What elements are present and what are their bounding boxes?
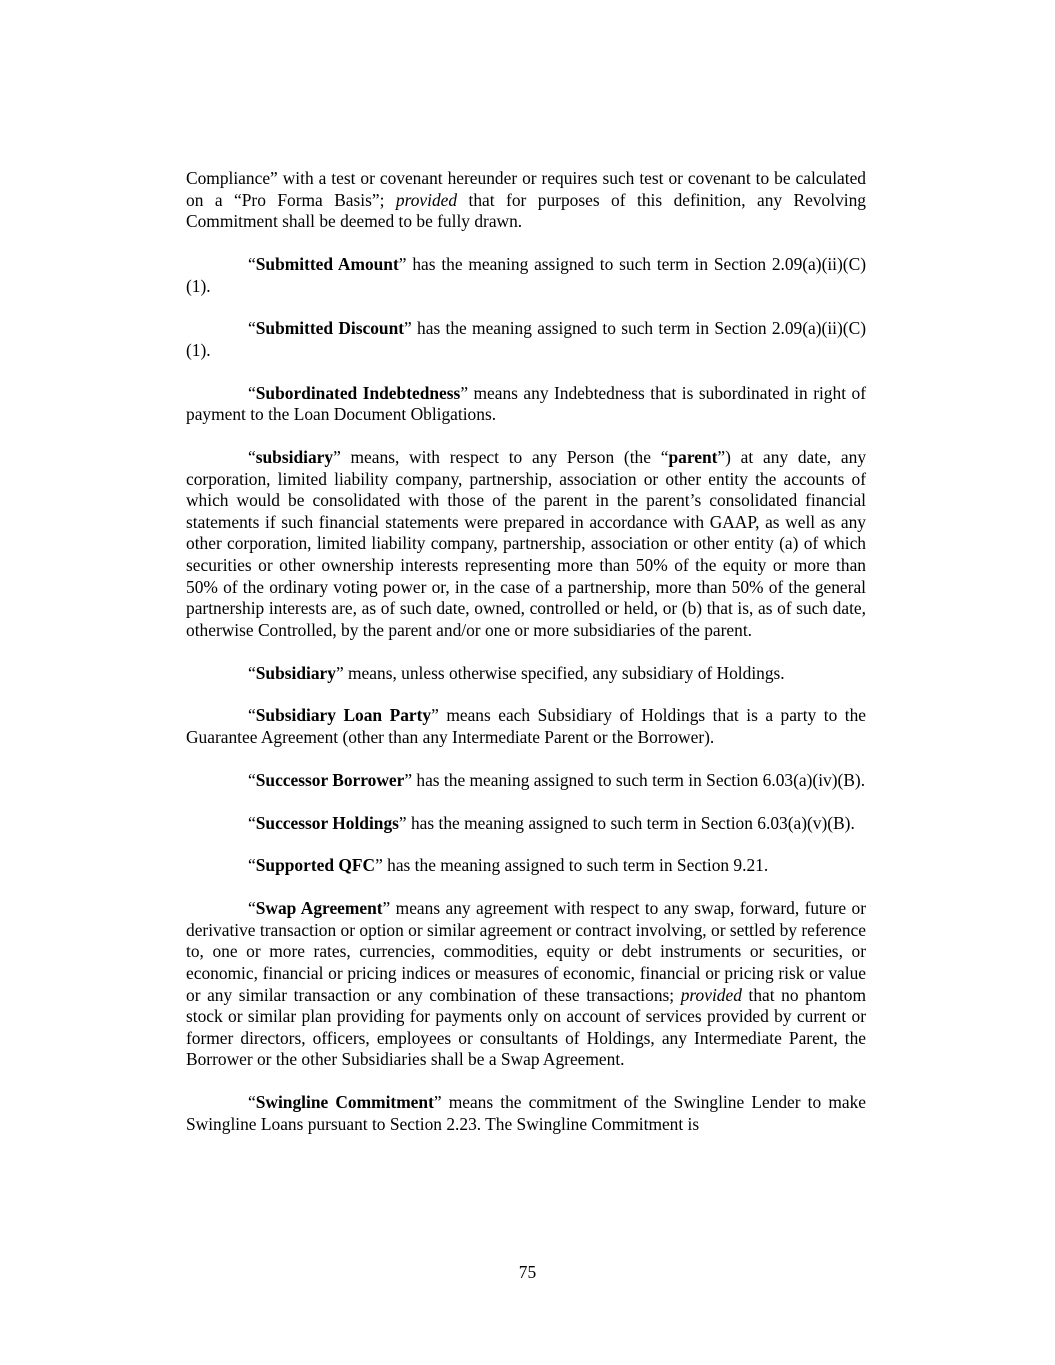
paragraph-text: ” means any Indebtedness that is subordinated in right of payment to the Loan Document Obligations. xyxy=(186,382,866,425)
paragraph-text: ” means any agreement with respect to any swap, forward, future or derivative transaction or option or similar agreement or contract involving, or settled by reference to, one or more rates, currencies, commodities, equity or debt instruments or securities, or economic, financial or pricing indices or measures of economic, financial or pricing risk or value or any similar transaction or any combination of these transactions; xyxy=(186,898,866,1005)
definition-paragraph xyxy=(186,318,866,361)
defined-term: Subordinated Indebtedness xyxy=(255,382,461,403)
definition-paragraph xyxy=(186,254,866,297)
defined-term: Successor Borrower xyxy=(255,769,405,790)
paragraph-text: ” means, unless otherwise specified, any subsidiary of Holdings. xyxy=(335,662,785,683)
definition-paragraph xyxy=(186,447,866,641)
definition-paragraph xyxy=(186,898,866,1071)
paragraph-text: ” has the meaning assigned to such term in Section 2.09(a)(ii)(C)(1). xyxy=(186,253,866,296)
defined-term: Submitted Amount xyxy=(255,253,399,274)
defined-term: Submitted Discount xyxy=(255,318,405,339)
paragraph-text: that no phantom stock or similar plan providing for payments only on account of services provided by current or former directors, officers, employees or consultants of Holdings, any Intermediate Parent, the Borrower or the other Subsidiaries shall be a Swap Agreement. xyxy=(186,984,866,1070)
defined-term: Swingline Commitment xyxy=(255,1092,434,1113)
definition-paragraph xyxy=(186,383,866,426)
paragraph-text: “ xyxy=(248,253,256,274)
paragraph-text: ” means the commitment of the Swingline Lender to make Swingline Loans pursuant to Section 2.23. The Swingline Commitment is xyxy=(186,1092,866,1134)
paragraph-text: Compliance” with a test or covenant hereunder or requires such test or covenant to be calculated on a “Pro Forma Basis”; xyxy=(186,168,866,210)
paragraph-text: “ xyxy=(248,662,256,683)
paragraph-text: ” has the meaning assigned to such term in Section 9.21. xyxy=(375,855,769,876)
definition-paragraph xyxy=(186,705,866,748)
paragraph-text: “ xyxy=(248,447,256,468)
paragraph-text: “ xyxy=(248,318,256,339)
defined-term: parent xyxy=(668,447,718,468)
paragraph-text: ” has the meaning assigned to such term in Section 6.03(a)(v)(B). xyxy=(398,812,855,833)
defined-term: Subsidiary Loan Party xyxy=(255,705,432,726)
paragraph-text: ” has the meaning assigned to such term in Section 2.09(a)(ii)(C)(1). xyxy=(186,318,866,360)
definition-paragraph xyxy=(186,1092,866,1135)
definition-paragraph xyxy=(186,168,866,233)
paragraph-text: “ xyxy=(248,769,256,790)
defined-term: Successor Holdings xyxy=(255,812,399,833)
paragraph-text: ” means each Subsidiary of Holdings that is a party to the Guarantee Agreement (other than any Intermediate Parent or the Borrower). xyxy=(186,705,866,747)
definition-paragraph xyxy=(186,813,866,835)
defined-term: Subsidiary xyxy=(255,662,336,683)
paragraph-text: that for purposes of this definition, any Revolving Commitment shall be deemed to be fully drawn. xyxy=(186,189,867,232)
paragraph-text: “ xyxy=(248,898,256,919)
defined-term: Swap Agreement xyxy=(255,898,383,919)
defined-term: subsidiary xyxy=(255,447,334,468)
paragraph-text: ” means, with respect to any Person (the “ xyxy=(333,447,669,468)
italic-text: provided xyxy=(680,984,742,1005)
paragraph-text: “ xyxy=(248,1092,256,1113)
defined-term: Supported QFC xyxy=(255,855,376,876)
paragraph-text: “ xyxy=(248,812,256,833)
page-number: 75 xyxy=(518,1262,537,1282)
paragraph-text: “ xyxy=(248,382,256,403)
italic-text: provided xyxy=(395,189,458,210)
definition-paragraph xyxy=(186,770,866,792)
paragraph-text: ”) at any date, any corporation, limited liability company, partnership, association or other entity the accounts of which would be consolidated with those of the parent in the parent’s consolidated financial statements if such financial statements were prepared in accordance with GAAP, as well as any other corporation, limited liability company, partnership, association or other entity (a) of which securities or other ownership interests representing more than 50% of the equity or more than 50% of the ordinary voting power or, in the case of a partnership, more than 50% of the general partnership interests are, as of such date, owned, controlled or held, or (b) that is, as of such date, otherwise Controlled, by the parent and/or one or more subsidiaries of the parent. xyxy=(186,447,867,640)
paragraph-text: “ xyxy=(248,855,256,876)
paragraph-text: ” has the meaning assigned to such term in Section 6.03(a)(iv)(B). xyxy=(404,769,866,790)
paragraph-text: “ xyxy=(248,705,256,726)
definition-paragraph xyxy=(186,663,866,685)
definition-paragraph xyxy=(186,855,866,877)
document-body xyxy=(186,168,866,1156)
